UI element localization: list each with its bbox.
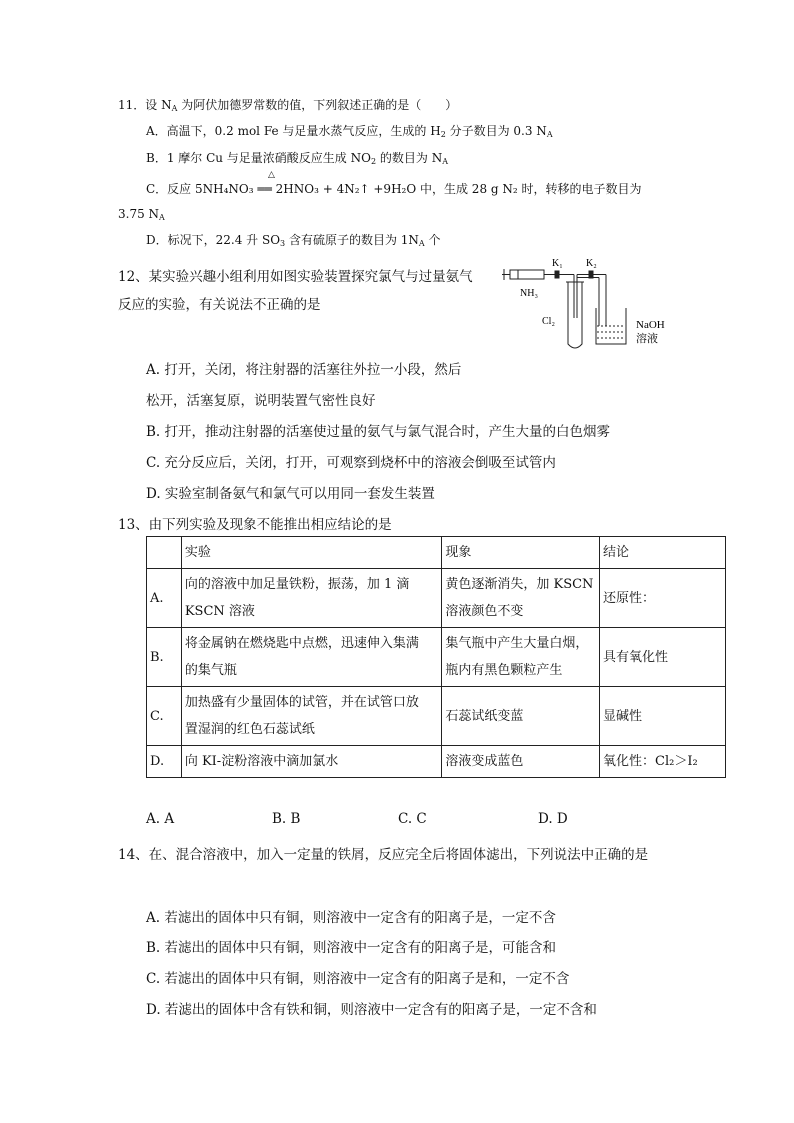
table-row	[147, 628, 726, 687]
conclusion-cell: 氧化性：Cl₂＞I₂	[600, 746, 726, 778]
q11-option-c: C．反应 5NH₄NO₃ ══ 2HNO₃ + 4N₂↑ +9H₂O 中，生成 28 g N₂ 时，转移的电子数目为	[146, 182, 642, 196]
q11-option-b: B．1 摩尔 Cu 与足量浓硝酸反应生成 $NO_2$ 的数目为 $N_A$	[146, 151, 448, 166]
valve-k1	[555, 271, 559, 278]
phenomenon-cell: 集气瓶中产生大量白烟， 瓶内有黑色颗粒产生	[442, 628, 600, 687]
q14-option-d: D. 若滤出的固体中含有铁和铜，则溶液中一定含有的阳离子是，一定不含和	[146, 1002, 597, 1018]
phenomenon-cell: 石蕊试纸变蓝	[442, 687, 600, 746]
experiment-cell: 加热盛有少量固体的试管，并在试管口放 置湿润的红色石蕊试纸	[181, 687, 442, 746]
beaker	[596, 308, 626, 344]
phenomenon-cell: 溶液变成蓝色	[442, 746, 600, 778]
conclusion-cell: 还原性：	[600, 569, 726, 628]
header-cell	[147, 537, 182, 569]
table-row	[147, 569, 726, 628]
row-label: A.	[147, 569, 182, 628]
k1-label: K₁	[552, 258, 563, 269]
table-row	[147, 746, 726, 778]
q12-stem-line2: 反应的实验，有关说法不正确的是	[118, 297, 321, 313]
k2-label: K₂	[586, 258, 597, 269]
table-row	[147, 687, 726, 746]
q11-option-a: A．高温下，0.2 mol Fe 与足量水蒸气反应，生成的 $H_2$ 分子数目为 0.3 $N_A$	[146, 124, 553, 139]
valve-k2	[589, 271, 593, 278]
q12-option-a-line1: A. 打开，关闭，将注射器的活塞往外拉一小段，然后	[146, 362, 462, 378]
q12-stem-line1: 12、某实验兴趣小组利用如图实验装置探究氯气与过量氨气	[118, 269, 473, 285]
q13-option-b: B. B	[272, 811, 301, 827]
q12-option-d: D. 实验室制备氨气和氯气可以用同一套发生装置	[146, 486, 435, 502]
header-cell: 结论	[600, 537, 726, 569]
q14-stem: 14、在、混合溶液中，加入一定量的铁屑，反应完全后将固体滤出，下列说法中正确的是	[118, 847, 649, 863]
table-header-row	[147, 537, 726, 569]
q12-option-a-line2: 松开，活塞复原，说明装置气密性良好	[146, 393, 376, 409]
q14-option-c: C. 若滤出的固体中只有铜，则溶液中一定含有的阳离子是和，一定不含	[146, 971, 570, 987]
row-label: B.	[147, 628, 182, 687]
q13-table	[146, 536, 726, 778]
q13-stem: 13、由下列实验及现象不能推出相应结论的是	[118, 517, 392, 533]
q11-option-d: D．标况下，22.4 升 $SO_3$ 含有硫原子的数目为 $1N_A$ 个	[146, 233, 441, 248]
row-label: C.	[147, 687, 182, 746]
header-cell: 实验	[181, 537, 442, 569]
experiment-cell: 向的溶液中加足量铁粉，振荡，加 1 滴 KSCN 溶液	[181, 569, 442, 628]
q13-options	[146, 811, 568, 827]
q13-option-d: D. D	[538, 811, 568, 827]
q14-option-a: A. 若滤出的固体中只有铜，则溶液中一定含有的阳离子是，一定不含	[146, 910, 556, 926]
cl2-label: Cl₂	[542, 316, 555, 327]
q12-option-b: B. 打开，推动注射器的活塞使过量的氨气与氯气混合时，产生大量的白色烟雾	[146, 424, 611, 440]
heat-symbol: △	[268, 170, 275, 180]
q12-option-c: C. 充分反应后，关闭，打开，可观察到烧杯中的溶液会倒吸至试管内	[146, 455, 556, 471]
solution-label: 溶液	[636, 333, 658, 345]
q13-option-a: A. A	[146, 811, 175, 827]
q14-option-b: B. 若滤出的固体中只有铜，则溶液中一定含有的阳离子是，可能含和	[146, 940, 557, 956]
q11-stem: 11．设 $N_A$ 为阿伏加德罗常数的值，下列叙述正确的是（ ）	[118, 98, 458, 113]
row-label: D.	[147, 746, 182, 778]
conclusion-cell: 显碱性	[600, 687, 726, 746]
apparatus-diagram	[502, 256, 682, 352]
syringe	[502, 269, 572, 280]
nh3-label: NH₃	[520, 288, 538, 299]
header-cell: 现象	[442, 537, 600, 569]
conclusion-cell: 具有氧化性	[600, 628, 726, 687]
experiment-cell: 向 KI-淀粉溶液中滴加氯水	[181, 746, 442, 778]
phenomenon-cell: 黄色逐渐消失，加 KSCN 溶液颜色不变	[442, 569, 600, 628]
q13-option-c: C. C	[398, 811, 427, 827]
q11-option-c-cont: 3.75 $N_A$	[118, 207, 165, 222]
test-tube	[566, 282, 584, 348]
naoh-label: NaOH	[636, 319, 665, 331]
experiment-cell: 将金属钠在燃烧匙中点燃，迅速伸入集满 的集气瓶	[181, 628, 442, 687]
